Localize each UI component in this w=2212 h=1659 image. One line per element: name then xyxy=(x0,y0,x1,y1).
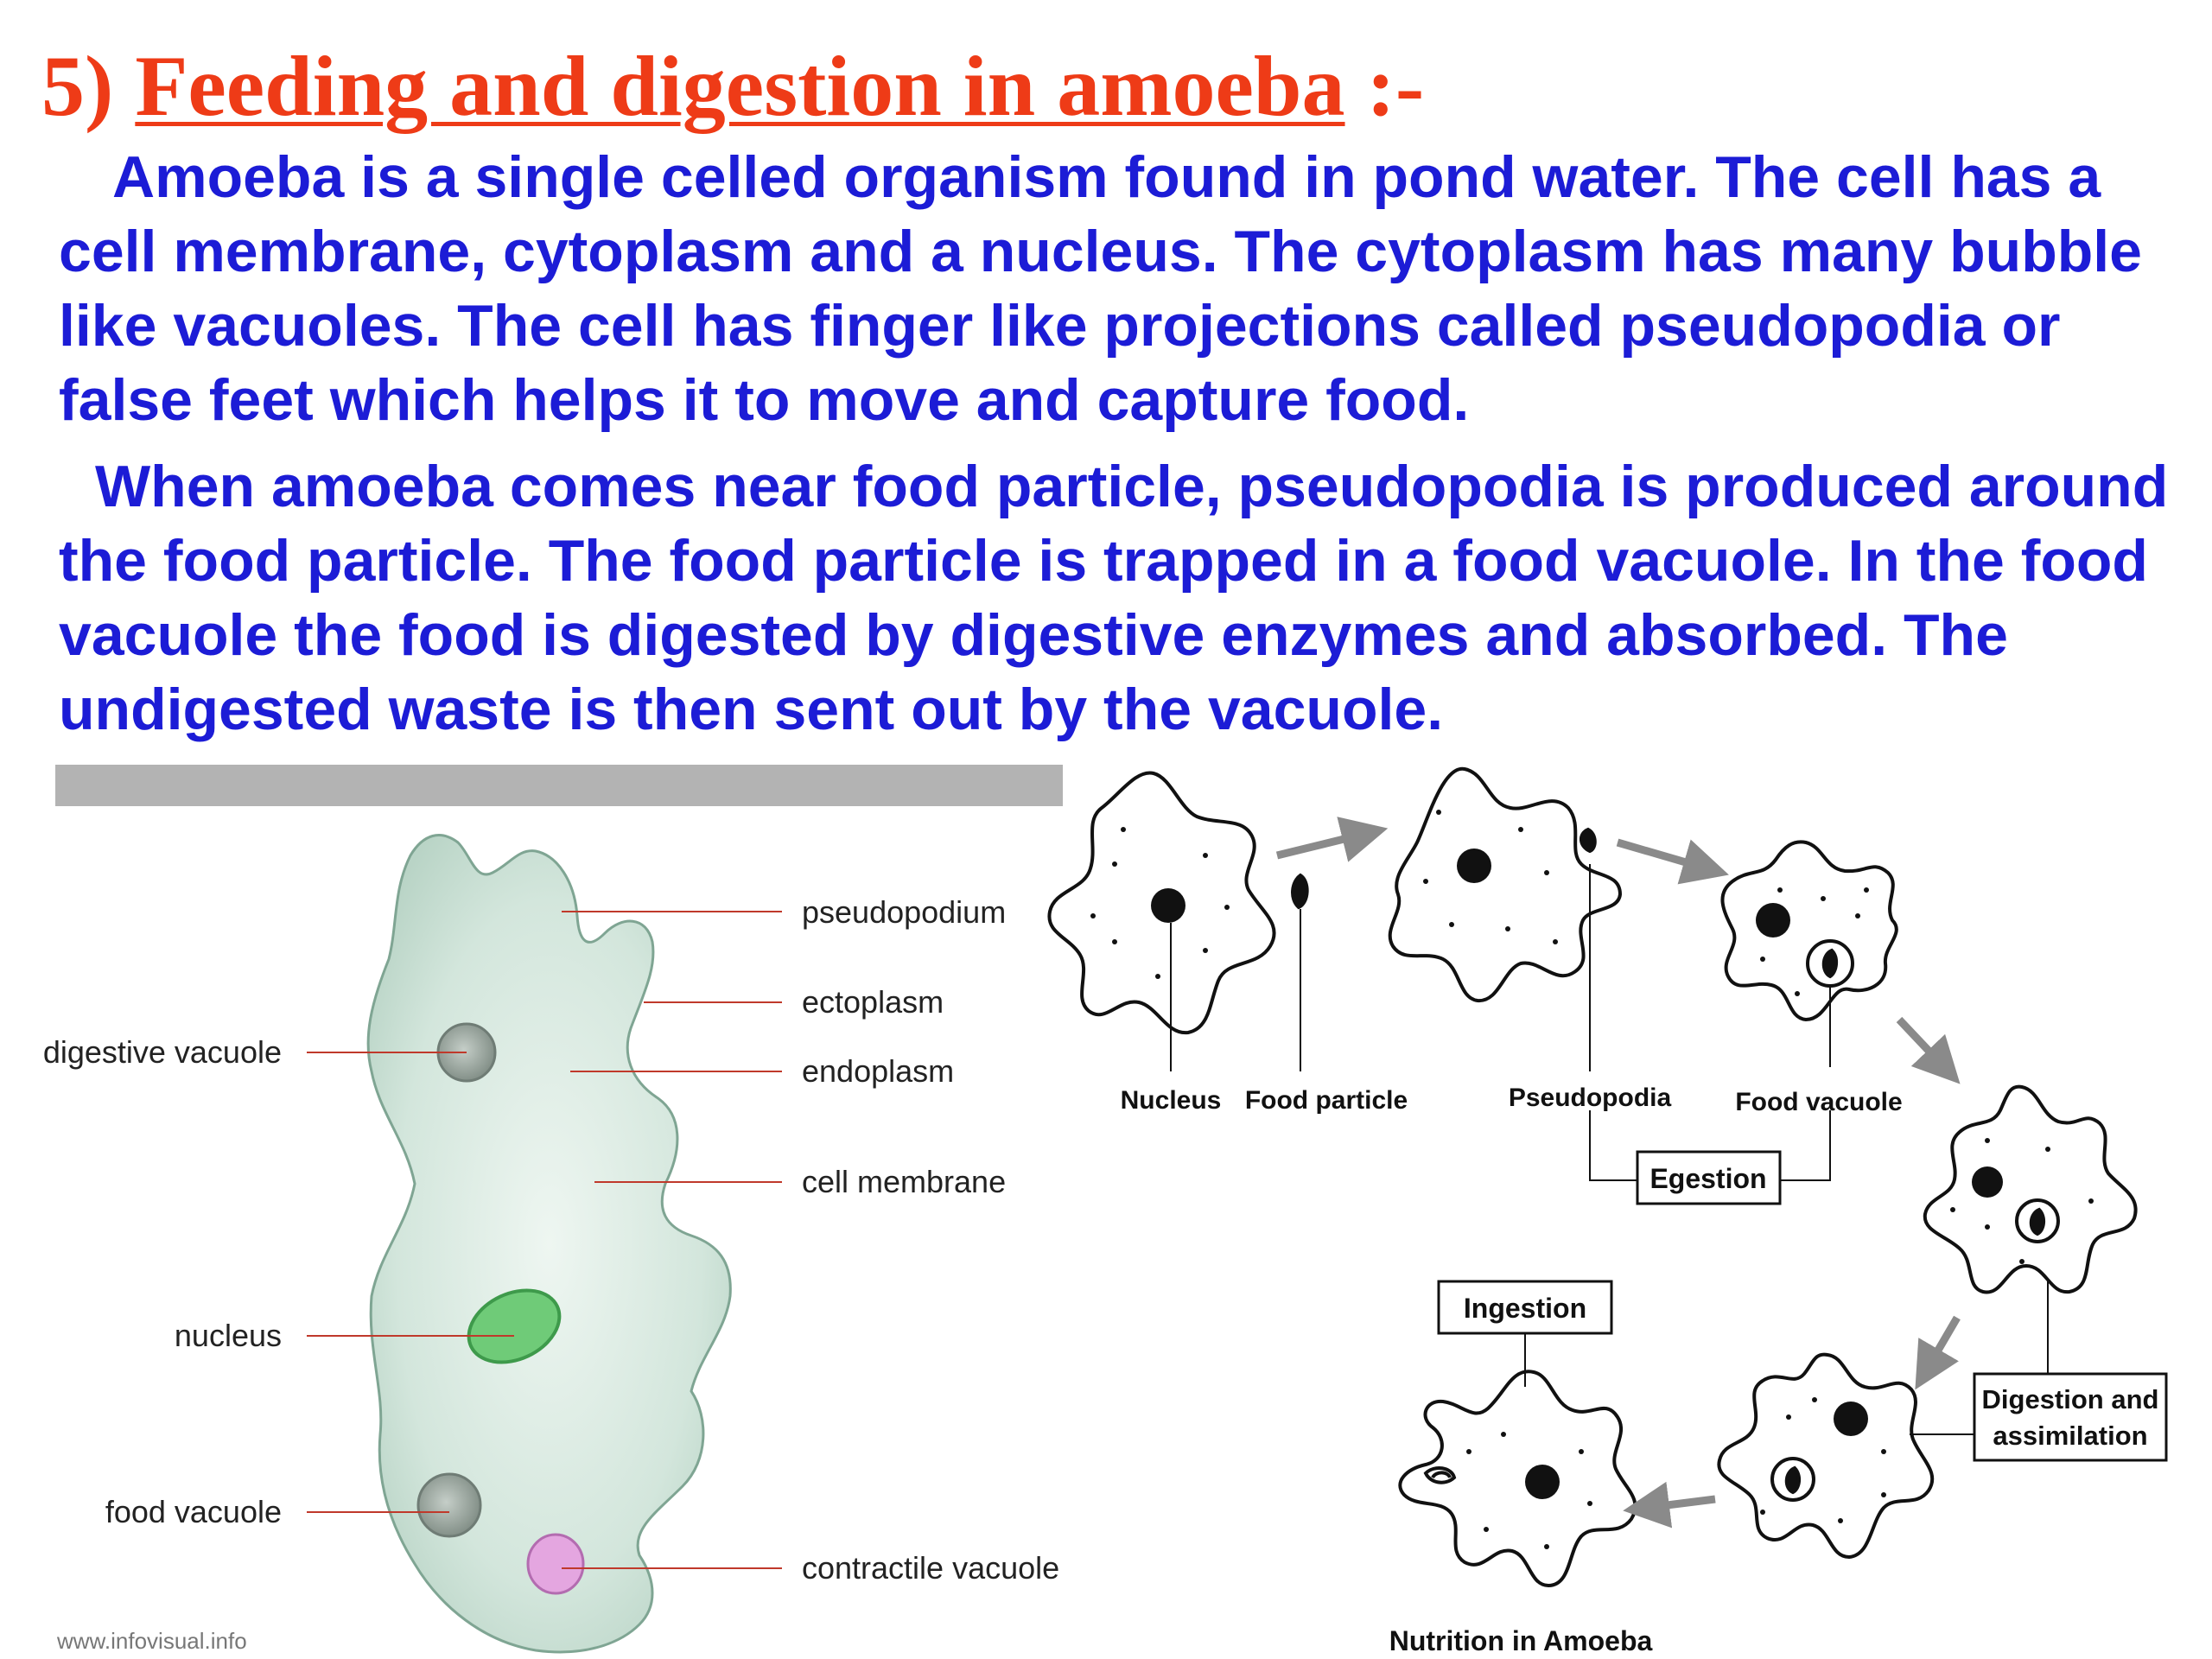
nucleus-dot-6 xyxy=(1525,1465,1560,1499)
label-egestion: Egestion xyxy=(1649,1163,1767,1194)
label-ingestion: Ingestion xyxy=(1463,1293,1587,1324)
label-pseudopodia: Pseudopodia xyxy=(1508,1084,1672,1112)
nucleus-dot-3 xyxy=(1756,903,1790,938)
amoeba-stage-4 xyxy=(1925,1087,2136,1293)
amoeba-cell-body xyxy=(368,836,730,1652)
contractile-vacuole-shape xyxy=(528,1535,583,1593)
paragraph-amoeba-structure: Amoeba is a single celled organism found in pond water. The cell has a cell membrane, cytoplasm and a nucleus. The cytoplasm has many bubble like vacuoles. The cell has finger like projections called pseudopodia or false feet which helps it to move and capture food. xyxy=(59,144,2142,433)
label-cell-membrane: cell membrane xyxy=(802,1164,1007,1199)
caption-nutrition-in-amoeba: Nutrition in Amoeba xyxy=(1389,1625,1653,1656)
label-nucleus-cycle: Nucleus xyxy=(1120,1086,1222,1115)
label-food-vacuole-cycle: Food vacuole xyxy=(1735,1088,1903,1116)
label-nucleus: nucleus xyxy=(174,1318,282,1353)
title-text: Feeding and digestion in amoeba xyxy=(135,38,1345,134)
watermark: www.infovisual.info xyxy=(57,1628,247,1654)
title-number: 5) xyxy=(41,38,114,134)
pointer-lines xyxy=(1171,864,2048,1434)
amoeba-stage-6 xyxy=(1400,1371,1635,1586)
label-digestive-vacuole: digestive vacuole xyxy=(42,1034,282,1070)
amoeba-stage-3 xyxy=(1722,842,1896,1020)
label-digestion-line1: Digestion and xyxy=(1981,1384,2159,1414)
nutrition-cycle-diagram xyxy=(1049,769,2166,1586)
title-suffix: :- xyxy=(1366,38,1425,134)
nucleus-dot-4 xyxy=(1972,1166,2003,1198)
nucleus-dot-2 xyxy=(1457,849,1491,883)
label-pseudopodium: pseudopodium xyxy=(802,894,1007,930)
label-digestion-line2: assimilation xyxy=(1993,1421,2148,1451)
label-food-particle: Food particle xyxy=(1244,1086,1408,1115)
amoeba-stage-1 xyxy=(1049,772,1274,1033)
food-vacuole-shape xyxy=(418,1474,480,1536)
nucleus-dot-5 xyxy=(1834,1402,1868,1436)
label-ectoplasm: ectoplasm xyxy=(802,984,944,1020)
amoeba-structure-diagram xyxy=(43,836,1059,1654)
label-contractile-vacuole: contractile vacuole xyxy=(802,1550,1060,1586)
label-food-vacuole: food vacuole xyxy=(105,1494,282,1529)
label-endoplasm: endoplasm xyxy=(802,1053,955,1089)
amoeba-stage-2 xyxy=(1390,769,1620,1001)
food-particle-shape xyxy=(1293,875,1307,907)
paragraph-amoeba-feeding: When amoeba comes near food particle, pseudopodia is produced around the food particle. The food particle is trapped in a food vacuole. In the food vacuole the food is digested by digestive enzymes and absorbed. The undigested waste is then sent out by the vacuole. xyxy=(59,454,2169,742)
nucleus-dot-1 xyxy=(1151,888,1185,923)
amoeba-stage-5 xyxy=(1719,1355,1932,1557)
